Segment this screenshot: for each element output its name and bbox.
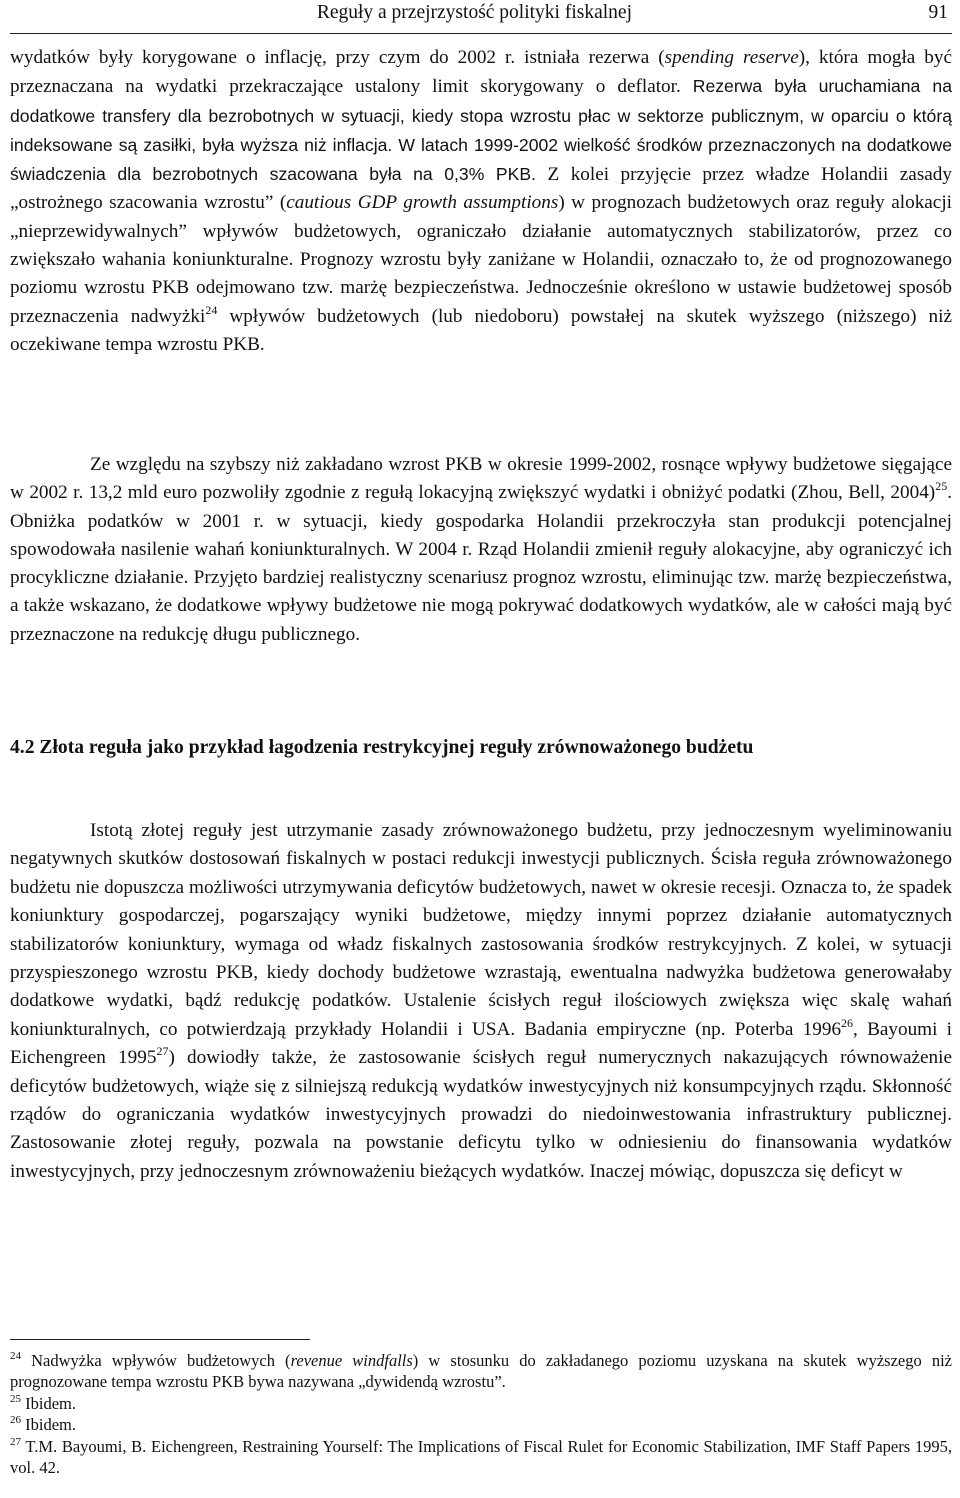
italic-term: cautious GDP growth assumptions xyxy=(286,192,559,214)
footnote-text: Ibidem. xyxy=(21,1415,76,1435)
footnote xyxy=(10,1393,952,1414)
footnote-text: T.M. Bayoumi, B. Eichengreen, Restraining Yourself: The Implications of Fiscal Rulet for Economic Stabilization, IMF Staff Papers 1995, vol. 42. xyxy=(10,1436,952,1478)
footnote-ref[interactable]: 24 xyxy=(205,302,218,317)
paragraph-2 xyxy=(10,451,952,649)
footnote-divider xyxy=(10,1339,310,1340)
running-title: Reguły a przejrzystość polityki fiskalnej xyxy=(316,2,632,23)
text-run: ), która mogła być przeznaczana na wydatki przekraczające ustalony limit skorygowany o deflator. xyxy=(10,47,952,98)
footnote-text: Ibidem. xyxy=(21,1393,76,1413)
footnote-number: 26 xyxy=(10,1414,21,1427)
page-number: 91 xyxy=(928,2,948,23)
footnote xyxy=(10,1350,952,1393)
sans-text-run: Rezerwa była uruchamiana na dodatkowe transfery dla bezrobotnych w sytuacji, kiedy stopa wzrostu płac w sektorze publicznym, w oparciu o którą indeksowane są zasiłki, była wyższa niż inflacja. W latach 1999-2002 wielkość środków przeznaczonych na dodatkowe świadczenia dla bezrobotnych szacowana była na 0,3% PKB. xyxy=(10,76,952,185)
footnote-ref[interactable]: 25 xyxy=(935,479,948,494)
text-run: , Bayoumi i Eichengreen 1995 xyxy=(10,1018,952,1069)
italic-term: spending reserve xyxy=(664,47,799,68)
footnotes xyxy=(10,1350,952,1478)
text-run: wpływów budżetowych (lub niedoboru) powstałej na skutek wyższego (niższego) niż oczekiwane tempa wzrostu PKB. xyxy=(10,305,953,355)
text-run: . Obniżka podatków w 2001 r. w sytuacji, kiedy gospodarka Holandii przekroczyła stan produkcji potencjalnej spowodowała nasilenie wahań koniunkturalnych. W 2004 r. Rząd Holandii zmienił reguły alokacyjne, aby ograniczyć ich procykliczne działanie. Przyjęto bardziej realistyczny scenariusz prognoz wzrostu, eliminując tzw. marżę bezpieczeństwa, a także wskazano, że dodatkowe wpływy budżetowe nie mogą pokrywać dodatkowych wydatków, ale w całości mają być przeznaczone na redukcję długu publicznego. xyxy=(10,482,952,645)
italic-term: revenue windfalls xyxy=(290,1351,413,1370)
text-run: Ze względu na szybszy niż zakładano wzrost PKB w okresie 1999-2002, rosnące wpływy budżetowe sięgające w 2002 r. 13,2 mld euro pozwoliły zgodnie z regułą lokacyjną zwiększyć wydatki i obniżyć podatki (Zhou, Bell, 2004) xyxy=(10,454,952,504)
footnote-number: 25 xyxy=(10,1392,21,1405)
footnote-ref[interactable]: 26 xyxy=(841,1015,854,1030)
paragraph-1 xyxy=(10,44,952,359)
section-heading: 4.2 Złota reguła jako przykład łagodzenia restrykcyjnej reguły zrównoważonego budżetu xyxy=(10,737,754,758)
footnote-ref[interactable]: 27 xyxy=(156,1044,169,1059)
footnote xyxy=(10,1436,952,1479)
paragraph-3 xyxy=(10,817,952,1186)
page-header xyxy=(10,0,952,34)
footnote xyxy=(10,1414,952,1435)
footnote-number: 24 xyxy=(10,1350,21,1362)
text-run: ) w prognozach budżetowych oraz reguły alokacji „nieprzewidywalnych” wpływów budżetowych, ograniczało działanie automatycznych stabilizatorów, przez co zwiększało wahania koniunkturalne. Prognozy wzrostu były zaniżane w Holandii, oznaczało to, że od prognozowanego poziomu wzrostu PKB odejmowano tzw. marżę bezpieczeństwa. Jednocześnie określono w ustawie budżetowej sposób przeznaczenia nadwyżki xyxy=(10,192,952,327)
footnote-text: ) w stosunku do zakładanego poziomu uzyskana na skutek wyższego niż prognozowane tempa wzrostu PKB bywa nazywana „dywidendą wzrostu”. xyxy=(10,1351,952,1392)
text-run: Istotą złotej reguły jest utrzymanie zasady zrównoważonego budżetu, przy jednoczesnym wyeliminowaniu negatywnych skutków dostosowań fiskalnych w postaci redukcji inwestycji publicznych. Ścisła reguła zrównoważonego budżetu nie dopuszcza możliwości utrzymywania deficytów budżetowych, nawet w okresie recesji. Oznacza to, że spadek koniunktury gospodarczej, pogarszający wyniki budżetowe, między innymi poprzez działanie automatycznych stabilizatorów koniunktury, wymaga od władz fiskalnych zastosowania środków restrykcyjnych. Z kolei, w sytuacji przyspieszonego wzrostu PKB, kiedy dochody budżetowe wzrastają, ewentualna nadwyżka budżetowa generowałaby dodatkowe wydatki, bądź redukcję podatków. Ustalenie ścisłych reguł ilościowych zwiększa więc skalę wahań koniunkturalnych, co potwierdzają przykłady Holandii i USA. Badania empiryczne (np. Poterba 1996 xyxy=(10,820,952,1040)
footnote-text: Nadwyżka wpływów budżetowych ( xyxy=(21,1351,291,1370)
text-run: ) dowiodły także, że zastosowanie ścisłych reguł numerycznych nakazujących równoważenie deficytów budżetowych, wiąże się z silniejszą redukcją wydatków inwestycyjnych niż konsumpcyjnych rządu. Skłonność rządów do ograniczania wydatków inwestycyjnych prowadzi do niedoinwestowania infrastruktury publicznej. Zastosowanie złotej reguły, pozwala na powstanie deficytu tylko w odniesieniu do finansowania wydatków inwestycyjnych, przy jednoczesnym zrównoważeniu bieżących wydatków. Inaczej mówiąc, dopuszcza się deficyt w xyxy=(10,1047,952,1182)
text-run: wydatków były korygowane o inflację, przy czym do 2002 r. istniała rezerwa ( xyxy=(10,47,665,68)
footnote-number: 27 xyxy=(10,1435,21,1448)
text-run: Z kolei przyjęcie przez władze Holandii zasady „ostrożnego szacowania wzrostu” ( xyxy=(10,164,952,214)
